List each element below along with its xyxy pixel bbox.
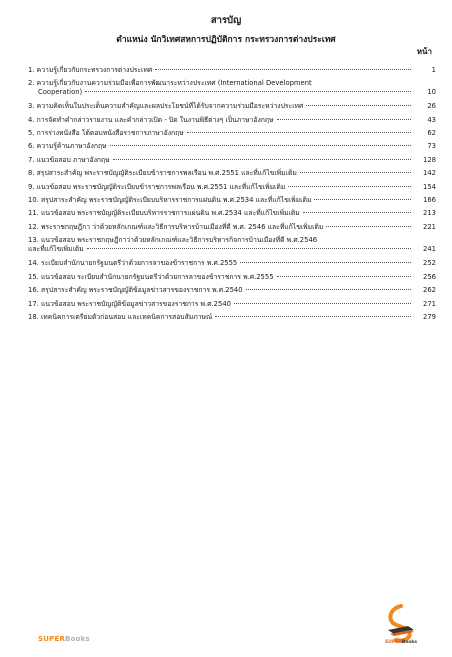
table-of-contents <box>28 63 436 322</box>
toc-entry-title: 9. แนวข้อสอบ พระราชบัญญัติระเบียบข้าราชการพลเรือน พ.ศ.2551 และที่แก้ไขเพิ่มเติม <box>28 182 286 191</box>
logo-wordmark-books: Books <box>401 640 418 645</box>
toc-entry-title: 16. สรุปสาระสำคัญ พระราชบัญญัติข้อมูลข่าวสารของราชการ พ.ศ.2540 <box>28 286 243 295</box>
toc-entry <box>28 209 436 218</box>
toc-entry <box>28 259 436 268</box>
toc-entry-line <box>28 223 436 232</box>
toc-page-number: 128 <box>423 155 436 164</box>
toc-leader-dots <box>110 145 411 146</box>
page-subtitle: ตำแหน่ง นักวิเทศสหการปฏิบัติการ กระทรวงการต่างประเทศ <box>116 35 336 45</box>
toc-entry-line <box>28 273 436 282</box>
toc-entry-line <box>28 313 436 322</box>
toc-entry <box>28 236 436 254</box>
toc-page-number: 1 <box>431 66 436 75</box>
toc-leader-dots <box>240 262 411 263</box>
toc-page-number: 279 <box>423 313 436 322</box>
toc-entry-line <box>28 156 436 165</box>
toc-entry-line <box>28 245 436 254</box>
toc-leader-dots <box>246 289 411 290</box>
toc-entry-title: 17. แนวข้อสอบ พระราชบัญญัติข้อมูลข่าวสารของราชการ พ.ศ.2540 <box>28 299 231 308</box>
toc-page-number: 213 <box>423 209 436 218</box>
toc-entry-line <box>28 183 436 192</box>
toc-page-number: 166 <box>423 195 436 204</box>
toc-entry-line <box>28 196 436 205</box>
toc-leader-dots <box>277 119 411 120</box>
footer-brand-super: SUPER <box>38 635 66 643</box>
toc-entry-title: 18. เทคนิคการเตรียมตัวก่อนสอบ และเทคนิคการสอบสัมภาษณ์ <box>28 313 213 322</box>
toc-entry-title: และที่แก้ไขเพิ่มเติม <box>28 245 84 254</box>
toc-entry-title: Cooperation) <box>38 87 83 96</box>
toc-page-number: 221 <box>423 222 436 231</box>
toc-entry-line <box>28 88 436 97</box>
toc-page-number: 262 <box>423 286 436 295</box>
toc-leader-dots <box>85 91 411 92</box>
page-title: สารบัญ <box>210 15 242 26</box>
toc-entry-title: 8. สรุปสาระสำคัญ พระราชบัญญัติระเบียบข้าราชการพลเรือน พ.ศ.2551 และที่แก้ไขเพิ่มเติม <box>28 169 297 178</box>
toc-entry <box>28 102 436 111</box>
toc-entry <box>28 79 436 97</box>
toc-entry-title: 7. แนวข้อสอบ ภาษาอังกฤษ <box>28 155 110 164</box>
toc-leader-dots <box>113 159 411 160</box>
toc-entry-line <box>28 79 436 88</box>
toc-page-number: 10 <box>427 87 436 96</box>
toc-entry-title: 14. ระเบียบสำนักนายกรัฐมนตรีว่าด้วยการลาของข้าราชการ พ.ศ.2555 <box>28 259 238 268</box>
toc-leader-dots <box>215 316 411 317</box>
toc-page-number: 241 <box>423 245 436 254</box>
toc-entry <box>28 273 436 282</box>
toc-entry <box>28 66 436 75</box>
page-column-label: หน้า <box>416 47 432 56</box>
toc-leader-dots <box>306 105 411 106</box>
toc-entry-title: 11. แนวข้อสอบ พระราชบัญญัติระเบียบบริหารราชการแผ่นดิน พ.ศ.2534 และที่แก้ไขเพิ่มเติม <box>28 209 300 218</box>
toc-leader-dots <box>300 172 411 173</box>
toc-page-number: 256 <box>423 272 436 281</box>
toc-page-number: 271 <box>423 299 436 308</box>
toc-entry-title: 13. แนวข้อสอบ พระราชกฤษฎีกาว่าด้วยหลักเกณฑ์และวิธีการบริหารกิจการบ้านเมืองที่ดี พ.ศ.2546 <box>28 236 318 245</box>
toc-leader-dots <box>87 248 411 249</box>
toc-entry-line <box>28 236 436 245</box>
toc-entry <box>28 223 436 232</box>
toc-entry-title: 1. ความรู้เกี่ยวกับกระทรวงการต่างประเทศ <box>28 66 153 75</box>
toc-entry <box>28 183 436 192</box>
toc-entry-title: 15. แนวข้อสอบ ระเบียบสำนักนายกรัฐมนตรีว่าด้วยการลาของข้าราชการ พ.ศ.2555 <box>28 272 274 281</box>
toc-entry-title: 10. สรุปสาระสำคัญ พระราชบัญญัติระเบียบบริหารราชการแผ่นดิน พ.ศ.2534 และที่แก้ไขเพิ่มเติม <box>28 195 312 204</box>
toc-entry-title: 5. การร่างหนังสือ โต้ตอบหนังสือราชการภาษาอังกฤษ <box>28 128 184 137</box>
toc-entry-line <box>28 209 436 218</box>
toc-entry-line <box>28 142 436 151</box>
toc-entry-line <box>28 259 436 268</box>
toc-entry <box>28 129 436 138</box>
toc-entry <box>28 196 436 205</box>
toc-leader-dots <box>234 303 411 304</box>
toc-page-number: 154 <box>423 182 436 191</box>
toc-leader-dots <box>187 132 411 133</box>
toc-page-number: 62 <box>427 128 436 137</box>
toc-leader-dots <box>277 276 411 277</box>
toc-page-number: 142 <box>423 169 436 178</box>
logo-wordmark-super: SUPER <box>384 640 402 645</box>
logo-wordmark <box>374 640 428 645</box>
toc-leader-dots <box>326 226 411 227</box>
toc-page-number: 43 <box>427 115 436 124</box>
footer-brand <box>38 635 90 643</box>
toc-entry-line <box>28 300 436 309</box>
toc-leader-dots <box>314 199 411 200</box>
toc-entry-line <box>28 66 436 75</box>
toc-entry <box>28 169 436 178</box>
toc-leader-dots <box>303 212 411 213</box>
toc-entry <box>28 142 436 151</box>
toc-page-number: 73 <box>427 142 436 151</box>
footer-brand-books: Books <box>65 635 90 643</box>
toc-entry-title: 3. ความคิดเห็นในประเด็นความสำคัญและผลประโยชน์ที่ได้รับจากความร่วมมือระหว่างประเทศ <box>28 102 304 111</box>
toc-entry-line <box>28 286 436 295</box>
toc-entry-line <box>28 169 436 178</box>
toc-entry-line <box>28 116 436 125</box>
toc-entry-line <box>28 102 436 111</box>
toc-entry <box>28 116 436 125</box>
toc-entry <box>28 300 436 309</box>
toc-leader-dots <box>288 186 411 187</box>
toc-entry <box>28 156 436 165</box>
toc-entry <box>28 313 436 322</box>
toc-page-number: 26 <box>427 102 436 111</box>
toc-page-number: 252 <box>423 259 436 268</box>
toc-entry-line <box>28 129 436 138</box>
toc-entry-title: 12. พระราชกฤษฎีกา ว่าด้วยหลักเกณฑ์และวิธีการบริหารบ้านเมืองที่ดี พ.ศ. 2546 และที่แก้ไขเพิ่มเติม <box>28 222 324 231</box>
toc-entry <box>28 286 436 295</box>
toc-leader-dots <box>155 69 411 70</box>
toc-entry-title: 6. ความรู้ด้านภาษาอังกฤษ <box>28 142 107 151</box>
toc-entry-title: 2. ความรู้เกี่ยวกับงานความร่วมมือเพื่อการพัฒนาระหว่างประเทศ (International Development <box>28 78 312 87</box>
toc-entry-title: 4. การจัดทำคำกล่าวรายงาน และคำกล่าวเปิด - ปิด ในงานพิธีต่างๆ เป็นภาษาอังกฤษ <box>28 115 274 124</box>
